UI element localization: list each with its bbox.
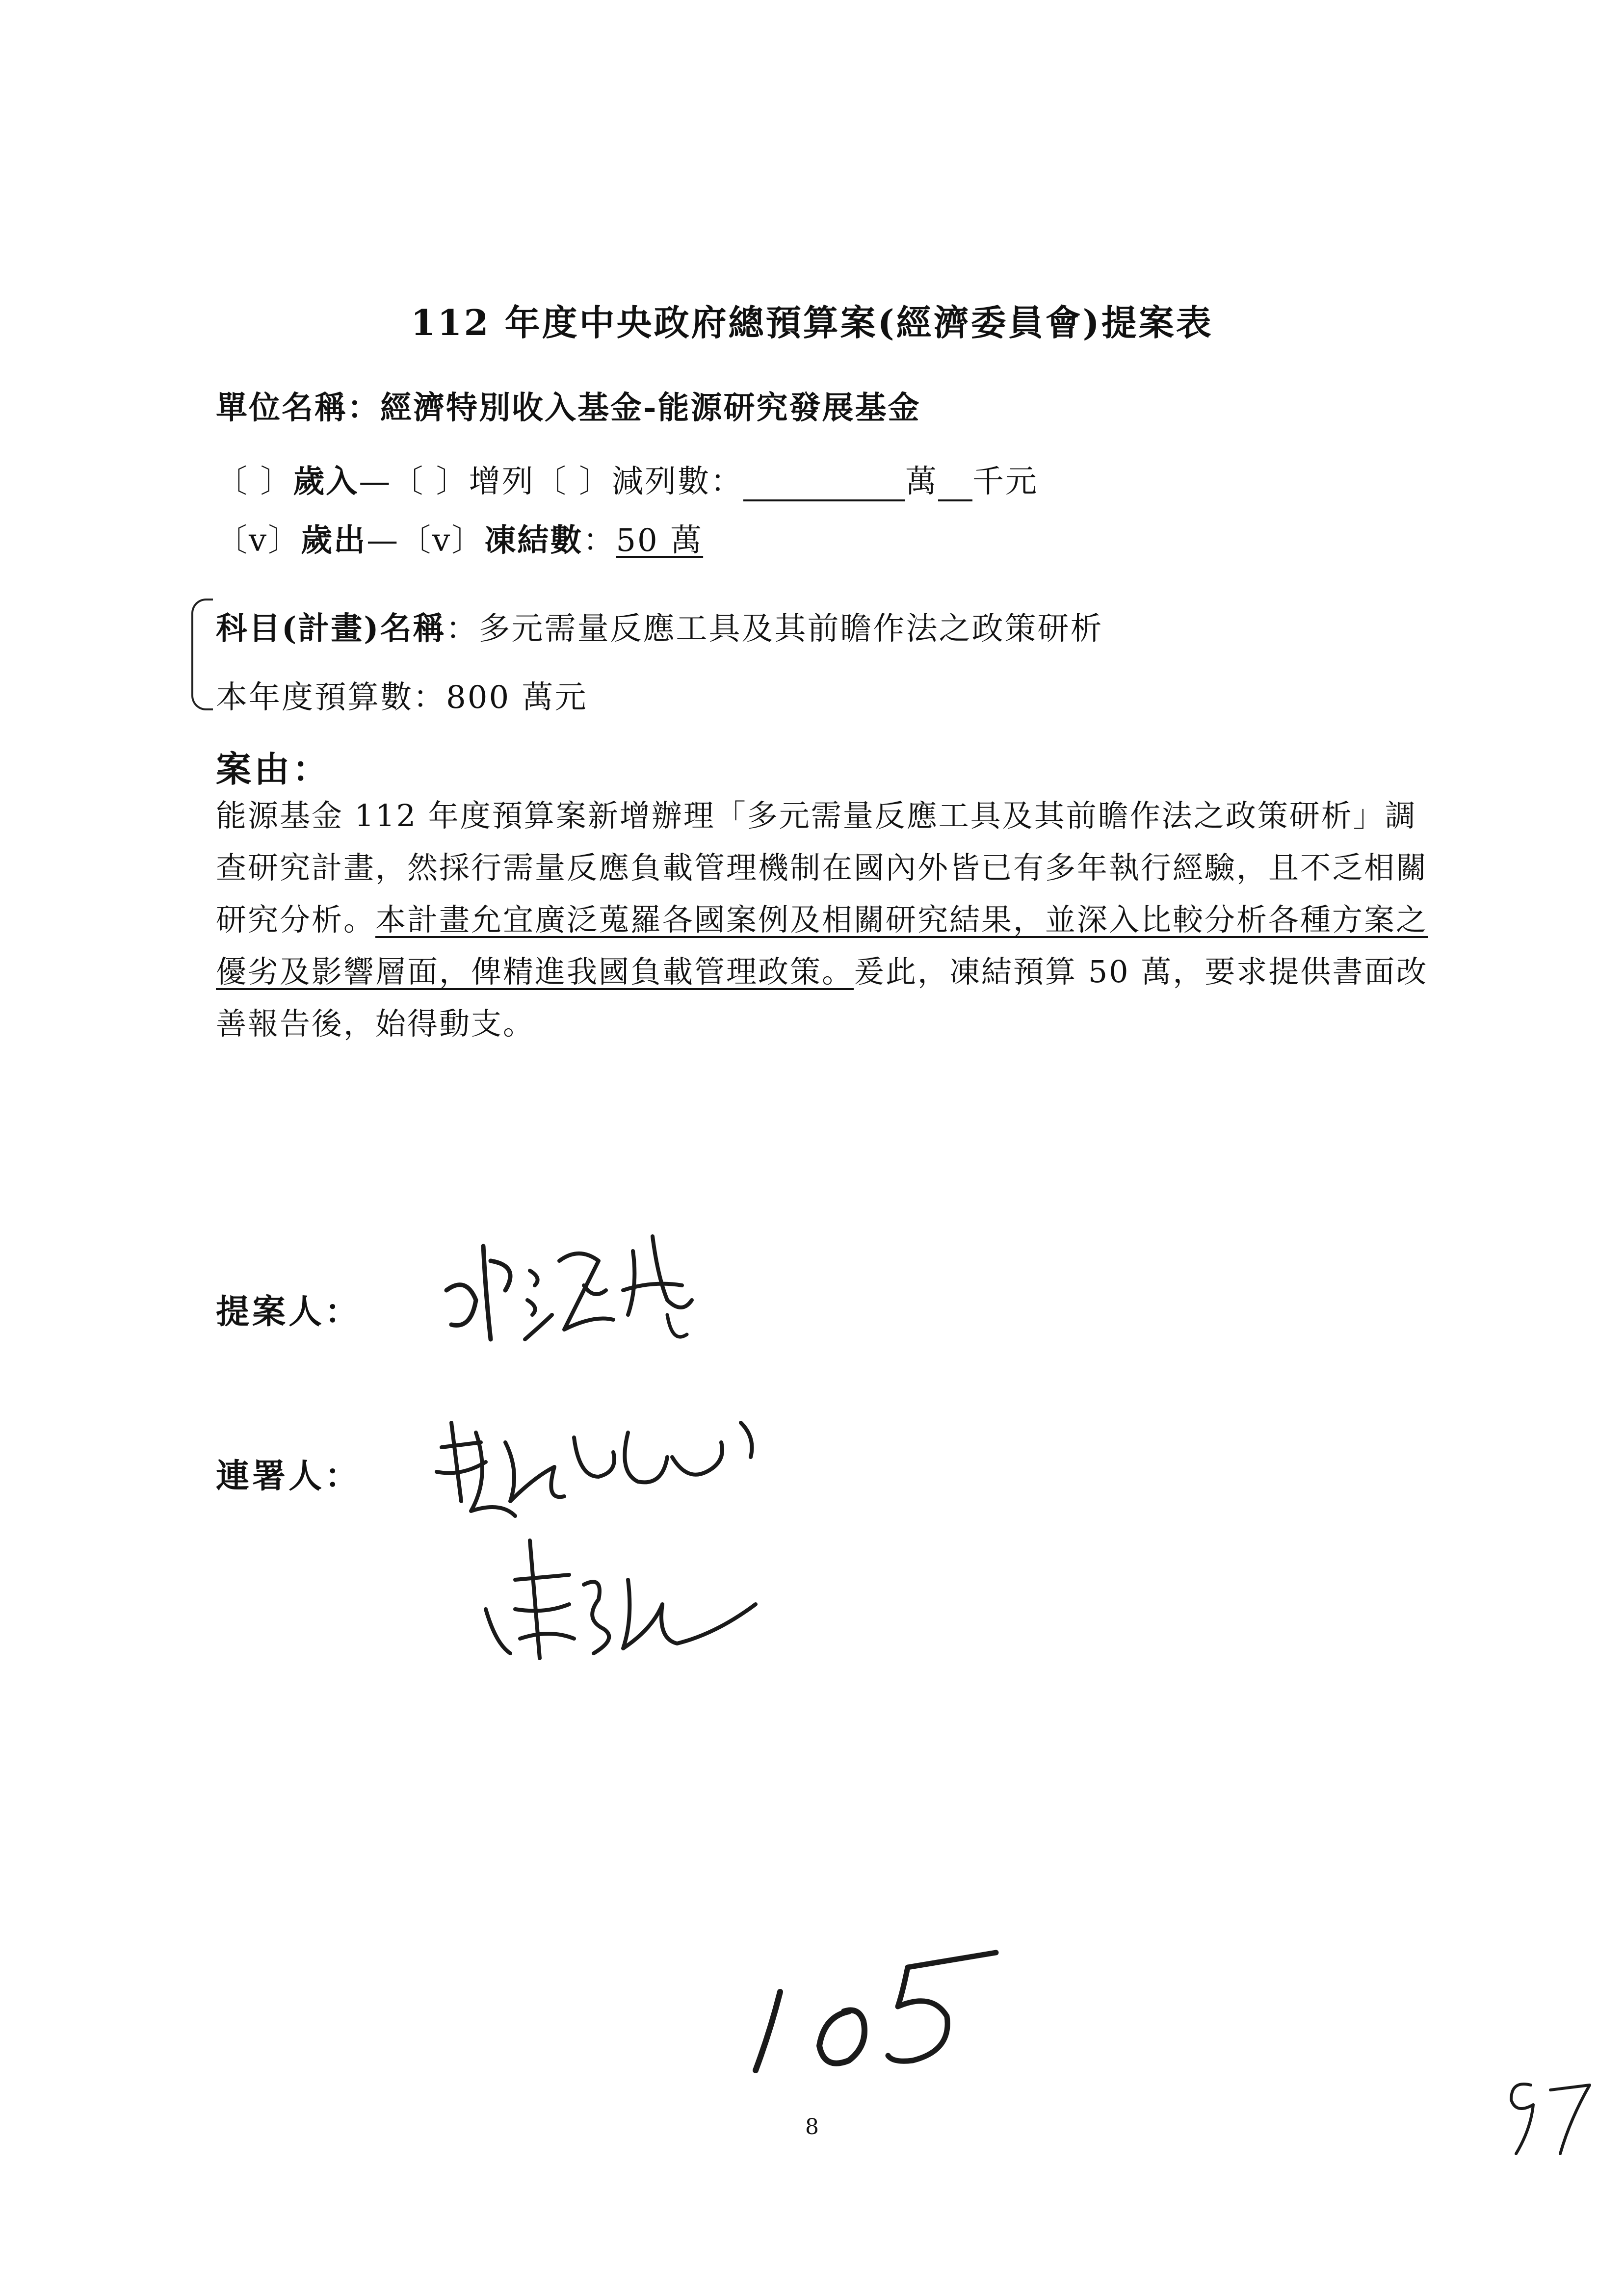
budget-row [216, 672, 588, 717]
reason-text-underlined: 本計畫允宜廣泛蒐羅各國案例及相關研究結果，並深入比較分析各種方案之優劣及影響層面，俾精進我國負載管理政策。 [216, 902, 1428, 990]
reason-paragraph [216, 790, 1442, 1050]
freeze-colon: ： [583, 522, 616, 559]
expenditure-dash: — [367, 522, 400, 559]
cosigner-label: 連署人： [216, 1457, 362, 1496]
amount-blank [743, 470, 905, 501]
reason-text-2: 爰此，凍結預算 50 萬，要求提供書面改善報告後，始得動支。 [216, 954, 1428, 1042]
document-title: 112 年度中央政府總預算案(經濟委員會)提案表 [411, 302, 1213, 343]
increase-checkbox: 〔 〕 [392, 464, 469, 500]
handwritten-page-number [746, 1938, 1011, 2087]
decrease-checkbox: 〔 〕 [534, 464, 612, 500]
expenditure-checkbox: 〔v〕 [216, 522, 301, 559]
proposer-label: 提案人： [216, 1292, 362, 1331]
budget-value: 800 萬元 [446, 679, 588, 716]
revenue-dash: — [359, 464, 392, 500]
unit-name-label: 單位名稱： [216, 390, 380, 426]
proposer-signature [437, 1217, 711, 1366]
freeze-label: 凍結數 [484, 522, 583, 559]
thousand-unit: 千元 [972, 464, 1039, 500]
freeze-checkbox: 〔v〕 [399, 522, 485, 559]
expenditure-row [216, 515, 703, 560]
cosigner-signature-2 [471, 1521, 805, 1680]
freeze-value: 50 萬 [616, 522, 704, 559]
subject-row [216, 603, 1103, 649]
revenue-checkbox: 〔 〕 [216, 464, 293, 500]
subject-value: ：多元需量反應工具及其前瞻作法之政策研析 [445, 611, 1103, 647]
reason-heading: 案由： [216, 748, 331, 790]
revenue-label: 歲入 [293, 463, 359, 500]
page-number: 8 [805, 2114, 819, 2139]
wan-unit: 萬 [905, 464, 939, 500]
subject-bracket [191, 599, 213, 710]
subject-label: 科目(計畫)名稱 [216, 610, 446, 647]
budget-label: 本年度預算數： [216, 679, 446, 716]
cosigner-signature-1 [432, 1403, 765, 1533]
unit-name-row [216, 383, 921, 428]
revenue-row [216, 456, 1038, 501]
increase-label: 增列 [469, 464, 535, 500]
unit-name-value: 經濟特別收入基金-能源研究發展基金 [380, 390, 921, 426]
thousand-blank [938, 470, 972, 501]
decrease-label: 減列數： [612, 464, 744, 500]
reason-text-1: 能源基金 112 年度預算案新增辦理「多元需量反應工具及其前瞻作法之政策研析」調查研究計畫，然採行需量反應負載管理機制在國內外皆已有多年執行經驗，且不乏相關研究分析。 [216, 798, 1428, 938]
expenditure-label: 歲出 [301, 522, 367, 559]
